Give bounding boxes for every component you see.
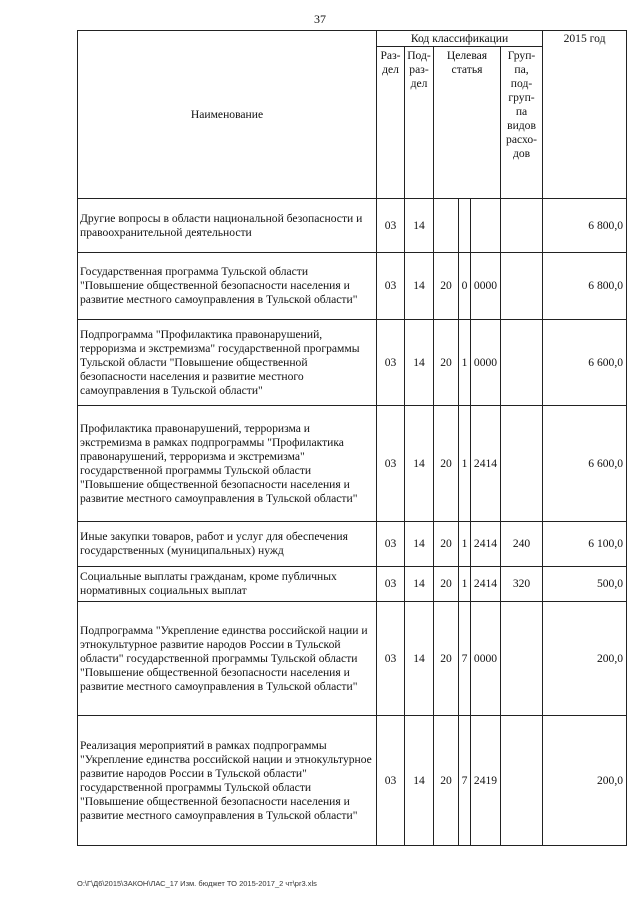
table-row [78,602,627,716]
table-row [78,320,627,406]
row-group: 320 [501,567,543,602]
header-name: Наименование [78,31,377,199]
row-razdel: 03 [377,716,405,846]
row-group [501,199,543,253]
row-amount: 500,0 [543,567,627,602]
row-target-direction: 2419 [471,716,501,846]
row-target-subprogram: 1 [459,406,471,522]
row-target-subprogram [459,199,471,253]
header-podrazdel: Под- раз- дел [405,47,434,199]
row-podrazdel: 14 [405,199,434,253]
row-podrazdel: 14 [405,320,434,406]
row-name: Социальные выплаты гражданам, кроме публичных нормативных социальных выплат [78,567,377,602]
row-name: Профилактика правонарушений, терроризма и экстремизма в рамках подпрограммы "Профилактика правонарушений, терроризма и экстремизма" государственной программы Тульской области "Повышение общественной безопасности населения и развитие местного самоуправления в Тульской области" [78,406,377,522]
row-target-program: 20 [434,567,459,602]
table-row [78,522,627,567]
row-target-subprogram: 1 [459,522,471,567]
table-row [78,567,627,602]
row-group [501,716,543,846]
row-target-direction: 2414 [471,406,501,522]
header-code: Код классификации [377,31,543,47]
page-number: 37 [314,12,326,26]
row-amount: 6 600,0 [543,320,627,406]
header-year: 2015 год [543,31,627,199]
table-row [78,199,627,253]
row-target-program: 20 [434,253,459,320]
row-name: Другие вопросы в области национальной безопасности и правоохранительной деятельности [78,199,377,253]
row-group [501,602,543,716]
row-target-direction: 2414 [471,567,501,602]
header-target: Целевая статья [434,47,501,199]
row-name: Иные закупки товаров, работ и услуг для обеспечения государственных (муниципальных) нужд [78,522,377,567]
row-razdel: 03 [377,567,405,602]
row-target-subprogram: 7 [459,716,471,846]
row-podrazdel: 14 [405,716,434,846]
row-target-program: 20 [434,522,459,567]
row-target-subprogram: 1 [459,320,471,406]
row-podrazdel: 14 [405,602,434,716]
header-group: Груп- па, под- груп- па видов расхо- дов [501,47,543,199]
row-target-program [434,199,459,253]
row-target-program: 20 [434,406,459,522]
row-target-subprogram: 1 [459,567,471,602]
row-target-direction: 0000 [471,602,501,716]
row-target-direction: 0000 [471,320,501,406]
row-razdel: 03 [377,522,405,567]
row-group: 240 [501,522,543,567]
row-razdel: 03 [377,602,405,716]
row-group [501,253,543,320]
row-name: Государственная программа Тульской области "Повышение общественной безопасности населения и развитие местного самоуправления в Тульской области" [78,253,377,320]
row-name: Подпрограмма "Укрепление единства российской нации и этнокультурное развитие народов России в Тульской области" государственной программы Тульской области "Повышение общественной безопасности населения и развитие местного самоуправления в Тульской области" [78,602,377,716]
row-podrazdel: 14 [405,522,434,567]
row-razdel: 03 [377,406,405,522]
row-target-direction: 0000 [471,253,501,320]
row-name: Подпрограмма "Профилактика правонарушений, терроризма и экстремизма" государственной программы Тульской области "Повышение общественной безопасности населения и развитие местного самоуправления в Тульской области" [78,320,377,406]
footer-path: O:\Г\Д6\2015\ЗАКОН\ЛАС_17 Изм. бюджет ТО 2015-2017_2 чт\pr3.xls [77,879,317,888]
row-group [501,320,543,406]
row-amount: 6 100,0 [543,522,627,567]
row-podrazdel: 14 [405,567,434,602]
table-row [78,253,627,320]
table-row [78,716,627,846]
budget-table [77,30,627,846]
row-target-program: 20 [434,716,459,846]
row-amount: 200,0 [543,716,627,846]
row-group [501,406,543,522]
row-razdel: 03 [377,320,405,406]
row-target-direction: 2414 [471,522,501,567]
table-row [78,406,627,522]
row-amount: 6 800,0 [543,199,627,253]
header-razdel: Раз- дел [377,47,405,199]
row-amount: 6 800,0 [543,253,627,320]
row-podrazdel: 14 [405,253,434,320]
row-target-subprogram: 0 [459,253,471,320]
row-target-program: 20 [434,602,459,716]
row-amount: 6 600,0 [543,406,627,522]
row-name: Реализация мероприятий в рамках подпрограммы "Укрепление единства российской нации и этнокультурное развитие народов России в Тульской области" государственной программы Тульской области "Повышение общественной безопасности населения и развитие местного самоуправления в Тульской области" [78,716,377,846]
row-target-subprogram: 7 [459,602,471,716]
row-razdel: 03 [377,199,405,253]
row-razdel: 03 [377,253,405,320]
row-podrazdel: 14 [405,406,434,522]
row-amount: 200,0 [543,602,627,716]
row-target-direction [471,199,501,253]
row-target-program: 20 [434,320,459,406]
